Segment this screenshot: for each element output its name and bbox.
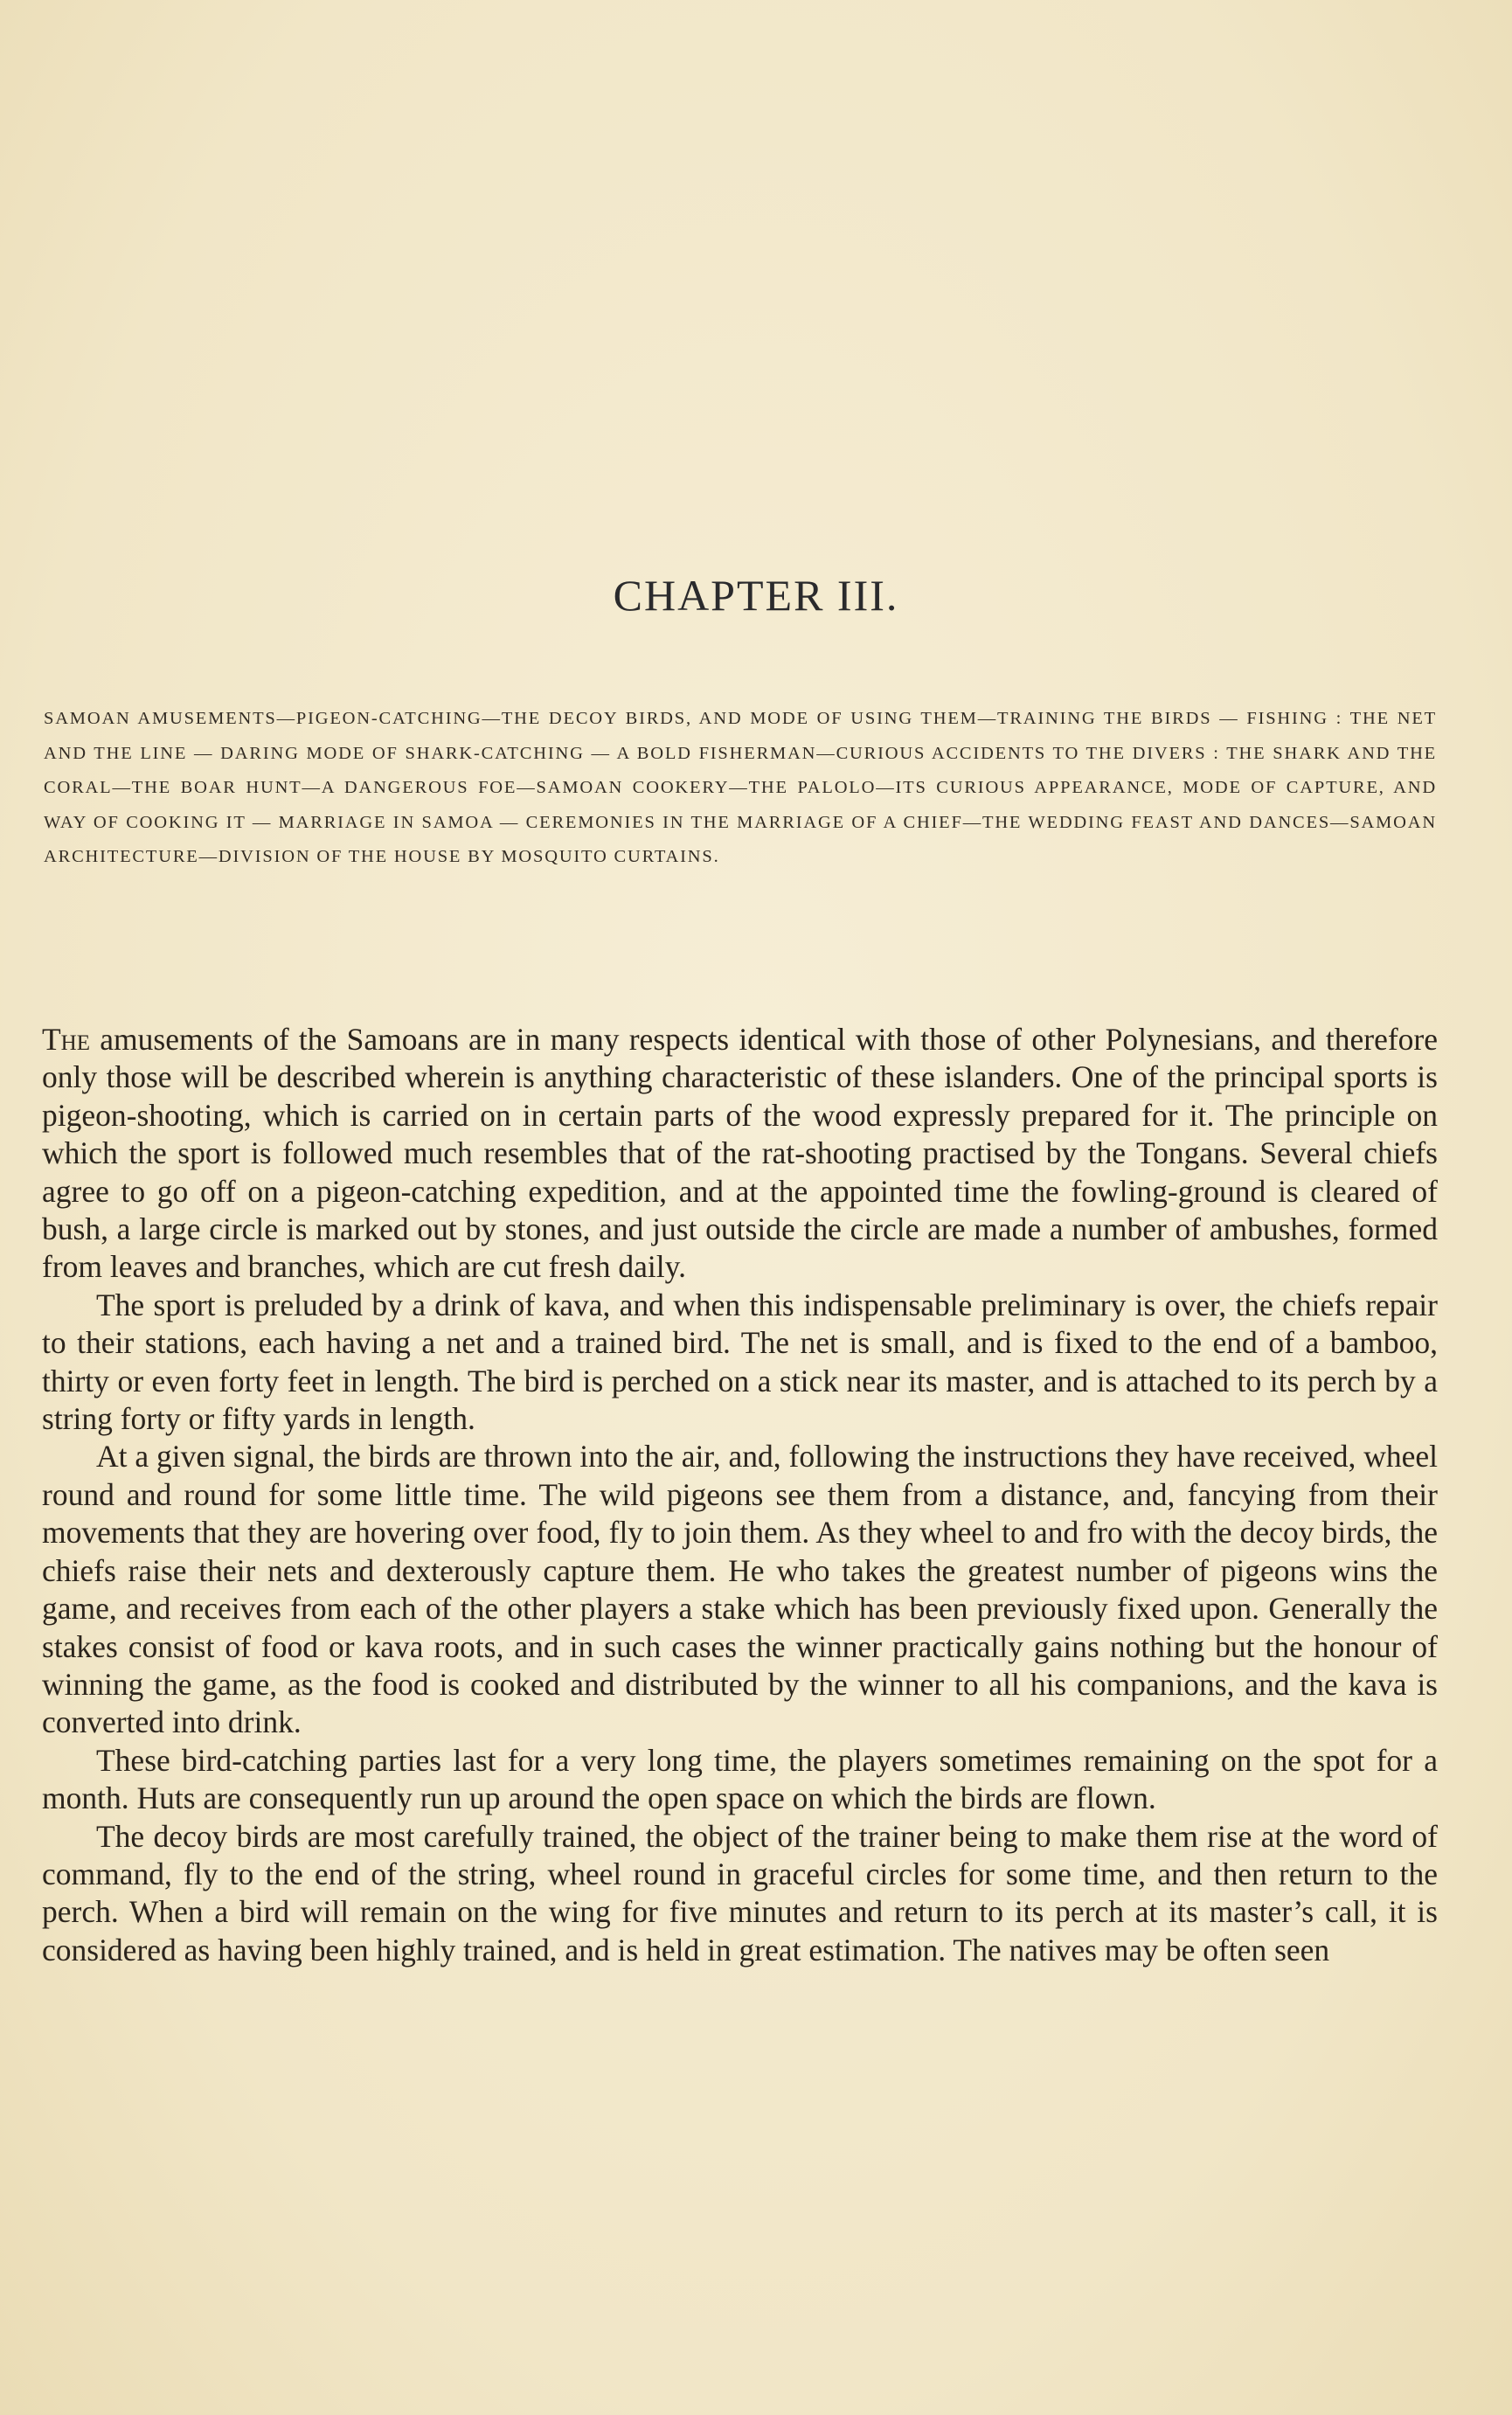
paragraph-1: [42, 1021, 1438, 1287]
paragraph-3: At a given signal, the birds are thrown into the air, and, following the instructions they have received, wheel round and round for some little time. The wild pigeons see them from a distance, and, fancying from their movements that they are hovering over food, fly to join them. As they wheel to and fro with the decoy birds, the chiefs raise their nets and dexterously capture them. He who takes the greatest number of pigeons wins the game, and receives from each of the other players a stake which has been previously fixed upon. Generally the stakes consist of food or kava roots, and in such cases the winner practically gains nothing but the honour of winning the game, as the food is cooked and distributed by the winner to all his companions, and the kava is converted into drink.: [42, 1439, 1438, 1740]
paragraph-1-text: amusements of the Samoans are in many respects identical with those of other Polynesians, and therefore only those will be described wherein is anything characteristic of these islanders. One of the principal sports is pigeon-shooting, which is carried on in certain parts of the wood expressly prepared for it. The principle on which the sport is followed much resembles that of the rat-shooting practised by the Tongans. Several chiefs agree to go off on a pigeon-catching expedition, and at the appointed time the fowling-ground is cleared of bush, a large circle is marked out by stones, and just outside the circle are made a number of ambushes, formed from leaves and branches, which are cut fresh daily.: [42, 1022, 1438, 1285]
paragraph-4: These bird-catching parties last for a very long time, the players sometimes remaining on the spot for a month. Huts are consequently run up around the open space on which the birds are flown.: [42, 1742, 1438, 1816]
chapter-title: CHAPTER III.: [613, 571, 899, 620]
body-text: [42, 1021, 1438, 1969]
paragraph-5: The decoy birds are most carefully trained, the object of the trainer being to make them rise at the word of command, fly to the end of the string, wheel round in graceful circles for some time, and then return to the perch. When a bird will remain on the wing for five minutes and return to its perch at its master’s call, it is considered as having been highly trained, and is held in great estimation. The natives may be often seen: [42, 1818, 1438, 1967]
opening-word: The: [42, 1022, 91, 1057]
paragraph-2: The sport is preluded by a drink of kava, and when this indispensable preliminary is over, the chiefs repair to their stations, each having a net and a trained bird. The net is small, and is fixed to the end of a bamboo, thirty or even forty feet in length. The bird is perched on a stick near its master, and is attached to its perch by a string forty or fifty yards in length.: [42, 1287, 1438, 1437]
chapter-synopsis: SAMOAN AMUSEMENTS—PIGEON-CATCHING—THE DECOY BIRDS, AND MODE OF USING THEM—TRAINING THE BIRDS — FISHING : THE NET AND THE LINE — DARING MODE OF SHARK-CATCHING — A BOLD FISHERMAN—CURIOUS ACCIDENTS TO THE DIVERS : THE SHARK AND THE CORAL—THE BOAR HUNT—A DANGEROUS FOE—SAMOAN COOKERY—THE PALOLO—ITS CURIOUS APPEARANCE, MODE OF CAPTURE, AND WAY OF COOKING IT — MARRIAGE IN SAMOA — CEREMONIES IN THE MARRIAGE OF A CHIEF—THE WEDDING FEAST AND DANCES—SAMOAN ARCHITECTURE—DIVISION OF THE HOUSE BY MOSQUITO CURTAINS.: [44, 709, 1437, 866]
